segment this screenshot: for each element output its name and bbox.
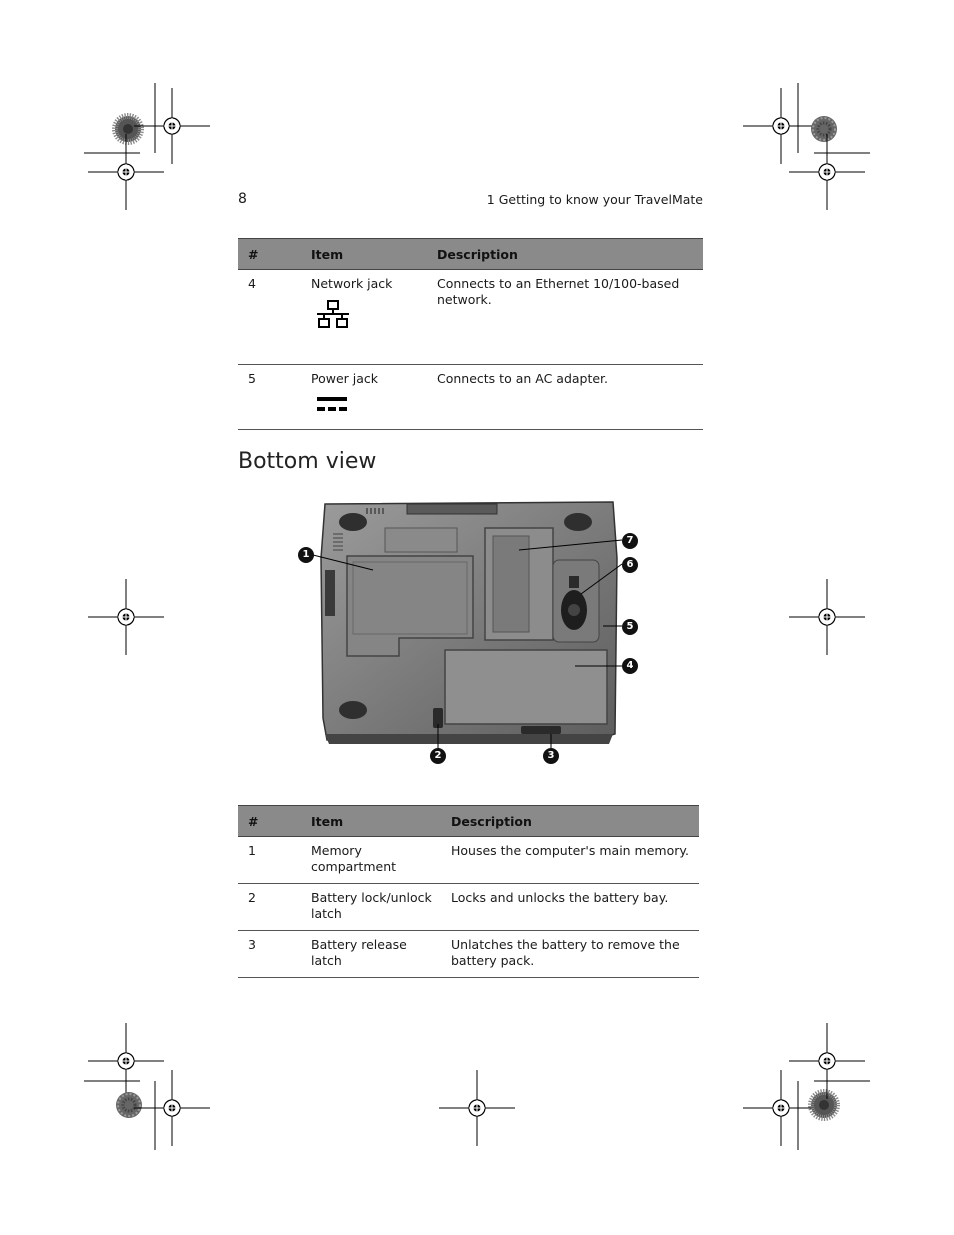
column-header-item: Item xyxy=(301,239,427,270)
table-header-row xyxy=(238,806,699,837)
bottom-view-table xyxy=(238,805,699,978)
callout-2: 2 xyxy=(430,748,446,764)
table-header-row xyxy=(238,239,703,270)
table-row xyxy=(238,931,699,978)
network-jack-icon xyxy=(315,300,353,330)
row-number: 1 xyxy=(238,837,301,884)
row-description: Connects to an AC adapter. xyxy=(427,365,703,430)
row-item: Battery lock/unlock latch xyxy=(301,884,441,931)
page-number: 8 xyxy=(238,191,247,207)
column-header-description: Description xyxy=(427,239,703,270)
row-description: Connects to an Ethernet 10/100-based network. xyxy=(427,270,703,365)
callout-6: 6 xyxy=(622,557,638,573)
row-item: Battery release latch xyxy=(301,931,441,978)
row-number: 3 xyxy=(238,931,301,978)
row-item: Memory compartment xyxy=(301,837,441,884)
column-header-number: # xyxy=(238,239,301,270)
item-label: Power jack xyxy=(311,371,379,386)
row-number: 4 xyxy=(238,270,301,365)
section-title: Bottom view xyxy=(238,449,377,474)
row-description: Unlatches the battery to remove the battery pack. xyxy=(441,931,699,978)
callout-3: 3 xyxy=(543,748,559,764)
column-header-description: Description xyxy=(441,806,699,837)
callout-5: 5 xyxy=(622,619,638,635)
column-header-number: # xyxy=(238,806,301,837)
running-head: 1 Getting to know your TravelMate xyxy=(486,192,703,207)
row-number: 5 xyxy=(238,365,301,430)
row-item xyxy=(301,365,427,430)
table-row xyxy=(238,837,699,884)
laptop-bottom-view-illustration xyxy=(295,498,640,768)
table-row xyxy=(238,270,703,365)
callout-1: 1 xyxy=(298,547,314,563)
table-row xyxy=(238,365,703,430)
item-label: Network jack xyxy=(311,276,393,291)
column-header-item: Item xyxy=(301,806,441,837)
row-description: Locks and unlocks the battery bay. xyxy=(441,884,699,931)
row-number: 2 xyxy=(238,884,301,931)
row-description: Houses the computer's main memory. xyxy=(441,837,699,884)
row-item xyxy=(301,270,427,365)
ports-table xyxy=(238,238,703,430)
callout-4: 4 xyxy=(622,658,638,674)
table-row xyxy=(238,884,699,931)
dc-power-icon xyxy=(315,395,349,415)
callout-7: 7 xyxy=(622,533,638,549)
